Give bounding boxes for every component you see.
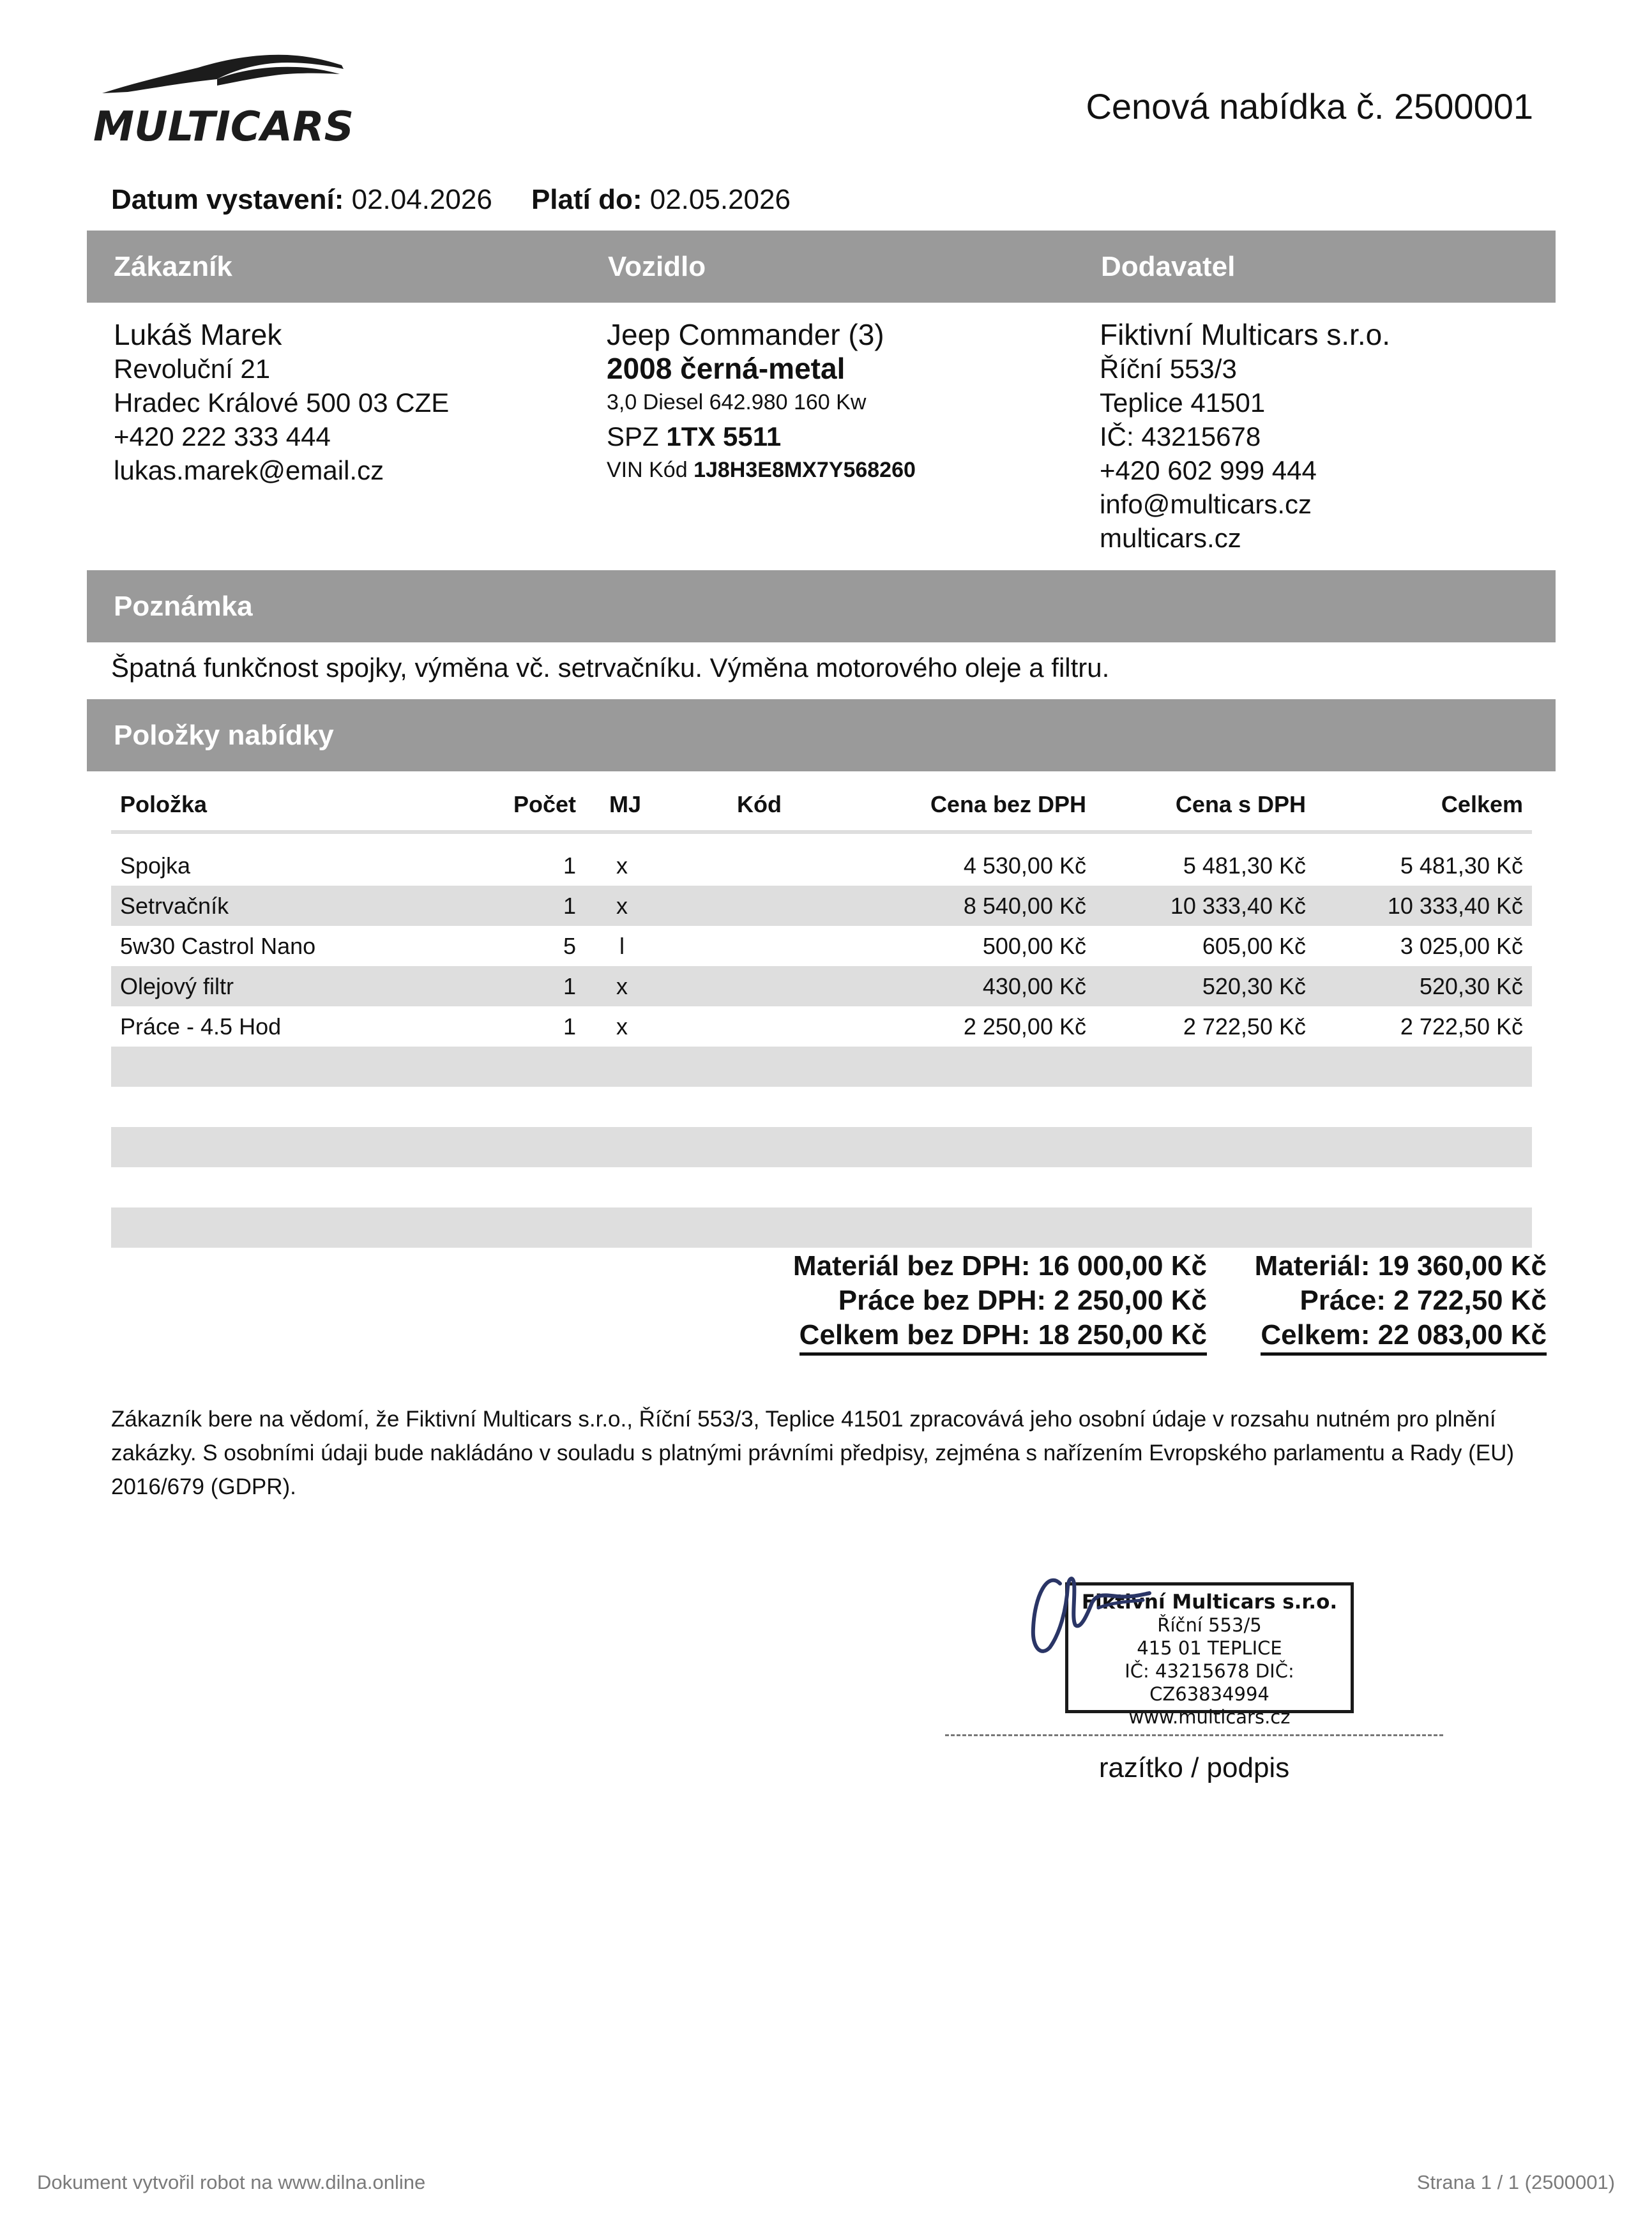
vin-label: VIN Kód (607, 458, 688, 482)
item-qty: 1 (563, 1013, 576, 1040)
material-gross-total: Materiál: 19 360,00 Kč (1254, 1250, 1547, 1282)
table-row (111, 926, 1532, 966)
item-net-price: 430,00 Kč (982, 972, 1086, 999)
table-row (111, 966, 1532, 1006)
supplier-block (1100, 318, 1390, 555)
valid-date: 02.05.2026 (649, 184, 791, 215)
items-header-bar (87, 699, 1556, 771)
vehicle-heading: Vozidlo (608, 250, 706, 282)
customer-phone: +420 222 333 444 (114, 421, 331, 451)
supplier-web: multicars.cz (1100, 523, 1241, 553)
supplier-heading: Dodavatel (1101, 250, 1236, 282)
table-row (111, 845, 1532, 886)
vehicle-year-color: 2008 černá-metal (607, 352, 845, 385)
header-item: Položka (120, 791, 208, 817)
stamp-company-name: Fiktivní Multicars s.r.o. (1081, 1591, 1338, 1614)
header-code: Kód (737, 791, 782, 817)
item-name: Olejový filtr (120, 972, 234, 999)
vehicle-model: Jeep Commander (3) (607, 318, 884, 351)
supplier-name: Fiktivní Multicars s.r.o. (1100, 318, 1390, 351)
stamp-web: www.multicars.cz (1128, 1706, 1291, 1728)
supplier-street: Říční 553/3 (1100, 354, 1237, 384)
items-table-header (111, 779, 1532, 834)
plate-value: 1TX 5511 (666, 421, 782, 451)
item-qty: 1 (563, 972, 576, 999)
multicars-logo (89, 50, 358, 146)
note-heading: Poznámka (114, 590, 253, 622)
item-total: 3 025,00 Kč (1400, 932, 1523, 959)
vehicle-vin-line (607, 453, 916, 487)
item-net-price: 2 250,00 Kč (963, 1013, 1086, 1040)
labor-gross-total: Práce: 2 722,50 Kč (1300, 1285, 1547, 1316)
valid-label: Platí do: (531, 184, 642, 215)
stamp-city: 415 01 TEPLICE (1137, 1637, 1282, 1659)
signature-label: razítko / podpis (1098, 1752, 1290, 1783)
grand-net-total: Celkem bez DPH: 18 250,00 Kč (799, 1319, 1207, 1356)
empty-table-row (111, 1047, 1532, 1087)
item-total: 10 333,40 Kč (1387, 892, 1523, 919)
item-name: Setrvačník (120, 892, 229, 919)
item-gross-price: 10 333,40 Kč (1170, 892, 1306, 919)
note-header-bar (87, 570, 1556, 642)
item-unit: x (616, 1013, 628, 1040)
header-total: Celkem (1441, 791, 1523, 817)
item-net-price: 4 530,00 Kč (963, 852, 1086, 879)
labor-net-total: Práce bez DPH: 2 250,00 Kč (838, 1285, 1207, 1316)
logo-text: MULTICARS (93, 103, 354, 146)
item-name: Práce - 4.5 Hod (120, 1013, 282, 1040)
item-unit: x (616, 892, 628, 919)
supplier-city: Teplice 41501 (1100, 388, 1266, 418)
vehicle-engine: 3,0 Diesel 642.980 160 Kw (607, 390, 867, 414)
item-gross-price: 5 481,30 Kč (1183, 852, 1306, 879)
item-unit: l (619, 932, 625, 959)
item-name: Spojka (120, 852, 191, 879)
material-net-total: Materiál bez DPH: 16 000,00 Kč (792, 1250, 1207, 1282)
customer-city: Hradec Králové 500 03 CZE (114, 388, 450, 418)
item-unit: x (616, 852, 628, 879)
item-net-price: 500,00 Kč (982, 932, 1086, 959)
empty-table-row (111, 1207, 1532, 1248)
item-total: 520,30 Kč (1419, 972, 1523, 999)
item-qty: 1 (563, 852, 576, 879)
header-qty: Počet (513, 791, 576, 817)
vin-value: 1J8H3E8MX7Y568260 (693, 458, 916, 482)
footer-page-number: Strana 1 / 1 (2500001) (1416, 2171, 1615, 2193)
item-gross-price: 2 722,50 Kč (1183, 1013, 1306, 1040)
issued-label: Datum vystavení: (111, 184, 344, 215)
items-heading: Položky nabídky (114, 719, 334, 751)
customer-email: lukas.marek@email.cz (114, 455, 384, 485)
item-net-price: 8 540,00 Kč (963, 892, 1086, 919)
document-title: Cenová nabídka č. 2500001 (1086, 86, 1533, 126)
car-silhouette-icon (102, 55, 344, 93)
note-text: Špatná funkčnost spojky, výměna vč. setrvačníku. Výměna motorového oleje a filtru. (111, 653, 1110, 683)
gdpr-notice: Zákazník bere na vědomí, že Fiktivní Multicars s.r.o., Říční 553/3, Teplice 41501 zpracovává jeho osobní údaje v rozsahu nutném pro plnění zakázky. S osobními údaji bude nakládáno v souladu s platnými právními předpisy, zejména s nařízením Evropského parlamentu a Rady (EU) 2016/679 (GDPR). (111, 1407, 1515, 1499)
plate-label: SPZ (607, 421, 659, 451)
signature-line (945, 1734, 1443, 1736)
header-net-price: Cena bez DPH (930, 791, 1086, 817)
vehicle-plate-line (607, 420, 916, 453)
customer-heading: Zákazník (114, 250, 232, 282)
header-gross-price: Cena s DPH (1175, 791, 1306, 817)
header-unit: MJ (609, 791, 642, 817)
item-gross-price: 605,00 Kč (1202, 932, 1306, 959)
item-qty: 1 (563, 892, 576, 919)
customer-block (114, 318, 449, 487)
empty-table-row (111, 1087, 1532, 1127)
empty-table-row (111, 1127, 1532, 1167)
table-row (111, 886, 1532, 926)
supplier-ico: IČ: 43215678 (1100, 421, 1261, 451)
item-total: 2 722,50 Kč (1400, 1013, 1523, 1040)
date-line (111, 184, 791, 216)
item-total: 5 481,30 Kč (1400, 852, 1523, 879)
item-unit: x (616, 972, 628, 999)
grand-gross-total: Celkem: 22 083,00 Kč (1261, 1319, 1547, 1356)
supplier-email: info@multicars.cz (1100, 489, 1312, 519)
items-table (111, 779, 1532, 1248)
parties-header-bar (87, 231, 1556, 303)
item-gross-price: 520,30 Kč (1202, 972, 1306, 999)
supplier-phone: +420 602 999 444 (1100, 455, 1317, 485)
item-name: 5w30 Castrol Nano (120, 932, 316, 959)
vehicle-block (607, 318, 916, 487)
footer-generator-note: Dokument vytvořil robot na www.dilna.online (37, 2171, 426, 2193)
stamp-ids: IČ: 43215678 DIČ: CZ63834994 (1125, 1660, 1294, 1705)
empty-table-row (111, 1167, 1532, 1207)
table-row (111, 1006, 1532, 1047)
customer-name: Lukáš Marek (114, 318, 282, 351)
item-qty: 5 (563, 932, 576, 959)
handwritten-signature (1022, 1558, 1354, 1718)
stamp-street: Říční 553/5 (1157, 1614, 1262, 1636)
issued-date: 02.04.2026 (351, 184, 492, 215)
customer-street: Revoluční 21 (114, 354, 271, 384)
